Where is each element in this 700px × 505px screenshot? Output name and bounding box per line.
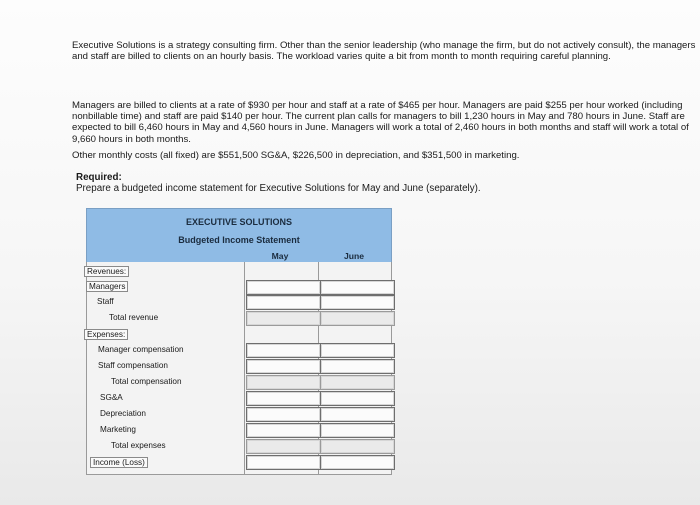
statement-header [86,208,392,264]
marketing-label: Marketing [100,425,136,434]
manager-compensation-june-input[interactable] [320,343,395,358]
depreciation-may-input[interactable] [246,407,321,422]
staff-compensation-label: Staff compensation [98,361,168,370]
income-loss-june-input[interactable] [320,455,395,470]
expenses-label: Expenses: [84,329,128,340]
total-compensation-may-input[interactable] [246,375,321,390]
required-label: Required: [76,172,122,183]
income-loss-may-input[interactable] [246,455,321,470]
manager-compensation-label: Manager compensation [98,345,184,354]
total-revenue-may-input[interactable] [246,311,321,326]
sga-june-input[interactable] [320,391,395,406]
revenues-label: Revenues: [84,266,129,277]
statement-title: Budgeted Income Statement [178,235,300,245]
managers-may-input[interactable] [246,280,321,295]
intro-paragraph: Executive Solutions is a strategy consulting firm. Other than the senior leadership (who manage the firm, but do not actively consult), the managers and staff are billed to clients on an hourly basis. The workload varies quite a bit from month to month requiring careful planning. [72,40,696,63]
other-costs-paragraph: Other monthly costs (all fixed) are $551,500 SG&A, $226,500 in depreciation, and $351,500 in marketing. [72,150,520,161]
staff-may-input[interactable] [246,295,321,310]
company-name: EXECUTIVE SOLUTIONS [185,217,292,227]
income-loss-label: Income (Loss) [90,457,148,468]
total-expenses-june-input[interactable] [320,439,395,454]
managers-label: Managers [86,281,128,292]
managers-june-input[interactable] [320,280,395,295]
required-text: Prepare a budgeted income statement for Executive Solutions for May and June (separately). [76,183,481,195]
marketing-june-input[interactable] [320,423,395,438]
required-section [76,172,481,194]
details-paragraph: Managers are billed to clients at a rate of $930 per hour and staff at a rate of $465 per hour. Managers are paid $255 per hour worked (including nonbillable time) and staff are paid $140 per hour. The current plan calls for managers to bill 1,230 hours in May and 780 hours in June. Staff are expected to bill 6,460 hours in May and 4,560 hours in June. Managers will work a total of 2,460 hours in both months and staff will work a total of 9,660 hours in both months. [72,100,689,145]
marketing-may-input[interactable] [246,423,321,438]
staff-compensation-may-input[interactable] [246,359,321,374]
column-may: May [271,251,289,261]
total-compensation-june-input[interactable] [320,375,395,390]
total-expenses-label: Total expenses [111,441,166,450]
staff-label: Staff [97,297,114,306]
depreciation-label: Depreciation [100,409,146,418]
total-revenue-june-input[interactable] [320,311,395,326]
staff-compensation-june-input[interactable] [320,359,395,374]
sga-label: SG&A [100,393,123,402]
income-statement-table [86,208,390,474]
manager-compensation-may-input[interactable] [246,343,321,358]
column-divider [244,262,245,474]
depreciation-june-input[interactable] [320,407,395,422]
column-june: June [343,251,365,261]
statement-body [86,262,392,475]
total-expenses-may-input[interactable] [246,439,321,454]
total-compensation-label: Total compensation [111,377,182,386]
sga-may-input[interactable] [246,391,321,406]
total-revenue-label: Total revenue [109,313,159,322]
staff-june-input[interactable] [320,295,395,310]
